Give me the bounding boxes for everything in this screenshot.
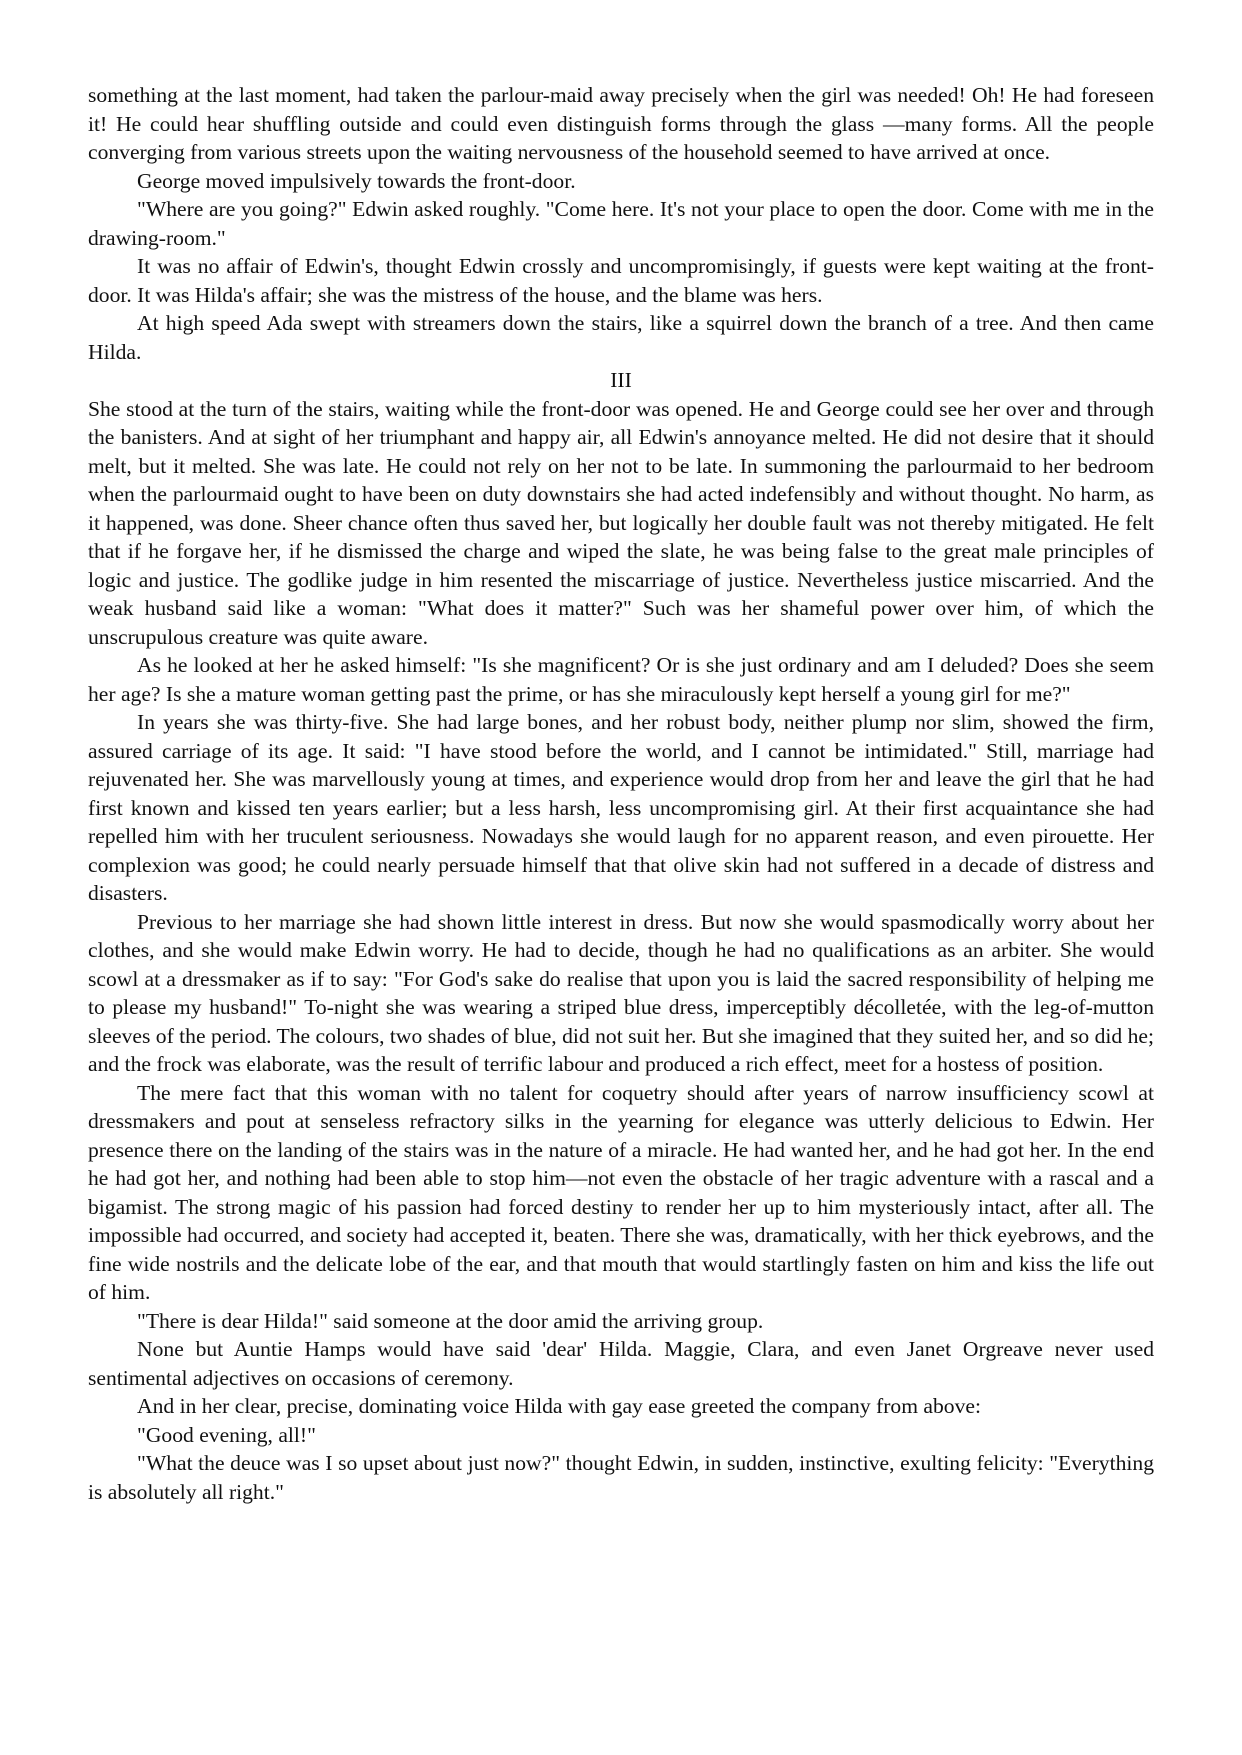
paragraph-4: It was no affair of Edwin's, thought Edwin crossly and uncompromisingly, if guests were kept waiting at the front-door. It was Hilda's affair; she was the mistress of the house, and the blame was hers. <box>88 254 1154 307</box>
paragraph-2: George moved impulsively towards the front-door. <box>137 168 576 193</box>
paragraph-1: something at the last moment, had taken the parlour-maid away precisely when the girl was needed! Oh! He had foreseen it! He could hear shuffling outside and could even distinguish forms through the glass —many forms. All the people converging from various streets upon the waiting nervousness of the household seemed to have arrived at once. <box>88 83 1154 164</box>
paragraph-9: Previous to her marriage she had shown little interest in dress. But now she would spasmodically worry about her clothes, and she would make Edwin worry. He had to decide, though he had no qualifications as an arbiter. She would scowl at a dressmaker as if to say: "For God's sake do realise that upon you is laid the sacred responsibility of helping me to please my husband!" To-night she was wearing a striped blue dress, imperceptibly décolletée, with the leg-of-mutton sleeves of the period. The colours, two shades of blue, did not suit her. But she imagined that they suited her, and so did he; and the frock was elaborate, was the result of terrific labour and produced a rich effect, meet for a hostess of position. <box>88 909 1154 1076</box>
paragraph-13: And in her clear, precise, dominating voice Hilda with gay ease greeted the company from above: <box>137 1394 981 1418</box>
paragraph-15: "What the deuce was I so upset about just now?" thought Edwin, in sudden, instinctive, exulting felicity: "Everything is absolutely all right." <box>88 1451 1154 1504</box>
paragraph-10: The mere fact that this woman with no talent for coquetry should after years of narrow insufficiency scowl at dressmakers and pout at senseless refractory silks in the yearning for elegance was utterly delicious to Edwin. Her presence there on the landing of the stairs was in the nature of a miracle. He had wanted her, and he had got her. In the end he had got her, and nothing had been able to stop him—not even the obstacle of her tragic adventure with a rascal and a bigamist. The strong magic of his passion had forced destiny to render her up to him mysteriously intact, after all. The impossible had occurred, and society had accepted it, beaten. There she was, dramatically, with her thick eyebrows, and the fine wide nostrils and the delicate lobe of the ear, and that mouth that would startlingly fasten on him and kiss the life out of him. <box>88 1080 1154 1304</box>
document-page <box>88 81 1154 1506</box>
paragraph-7: As he looked at her he asked himself: "Is she magnificent? Or is she just ordinary and am I deluded? Does she seem her age? Is she a mature woman getting past the prime, or has she miraculously kept herself a young girl for me?" <box>88 653 1154 706</box>
paragraph-11: "There is dear Hilda!" said someone at the door amid the arriving group. <box>137 1308 764 1333</box>
paragraph-3: "Where are you going?" Edwin asked roughly. "Come here. It's not your place to open the door. Come with me in the drawing-room." <box>88 197 1154 250</box>
paragraph-12: None but Auntie Hamps would have said 'dear' Hilda. Maggie, Clara, and even Janet Orgreave never used sentimental adjectives on occasions of ceremony. <box>88 1337 1154 1390</box>
paragraph-5: At high speed Ada swept with streamers down the stairs, like a squirrel down the branch of a tree. And then came Hilda. <box>88 311 1154 364</box>
paragraph-8: In years she was thirty-five. She had large bones, and her robust body, neither plump nor slim, showed the firm, assured carriage of its age. It said: "I have stood before the world, and I cannot be intimidated." Still, marriage had rejuvenated her. She was marvellously young at times, and experience would drop from her and leave the girl that he had first known and kissed ten years earlier; but a less harsh, less uncompromising girl. At their first acquaintance she had repelled him with her truculent seriousness. Nowadays she would laugh for no apparent reason, and even pirouette. Her complexion was good; he could nearly persuade himself that that olive skin had not suffered in a decade of distress and disasters. <box>88 710 1154 905</box>
paragraph-14: "Good evening, all!" <box>137 1422 316 1447</box>
section-heading: III <box>610 368 632 392</box>
paragraph-6: She stood at the turn of the stairs, waiting while the front-door was opened. He and George could see her over and through the banisters. And at sight of her triumphant and happy air, all Edwin's annoyance melted. He did not desire that it should melt, but it melted. She was late. He could not rely on her not to be late. In summoning the parlourmaid to her bedroom when the parlourmaid ought to have been on duty downstairs she had acted indefensibly and without thought. No harm, as it happened, was done. Sheer chance often thus saved her, but logically her double fault was not thereby mitigated. He felt that if he forgave her, if he dismissed the charge and wiped the slate, he was being false to the great male principles of logic and justice. The godlike judge in him resented the miscarriage of justice. Nevertheless justice miscarried. And the weak husband said like a woman: "What does it matter?" Such was her shameful power over him, of which the unscrupulous creature was quite aware. <box>88 396 1154 649</box>
